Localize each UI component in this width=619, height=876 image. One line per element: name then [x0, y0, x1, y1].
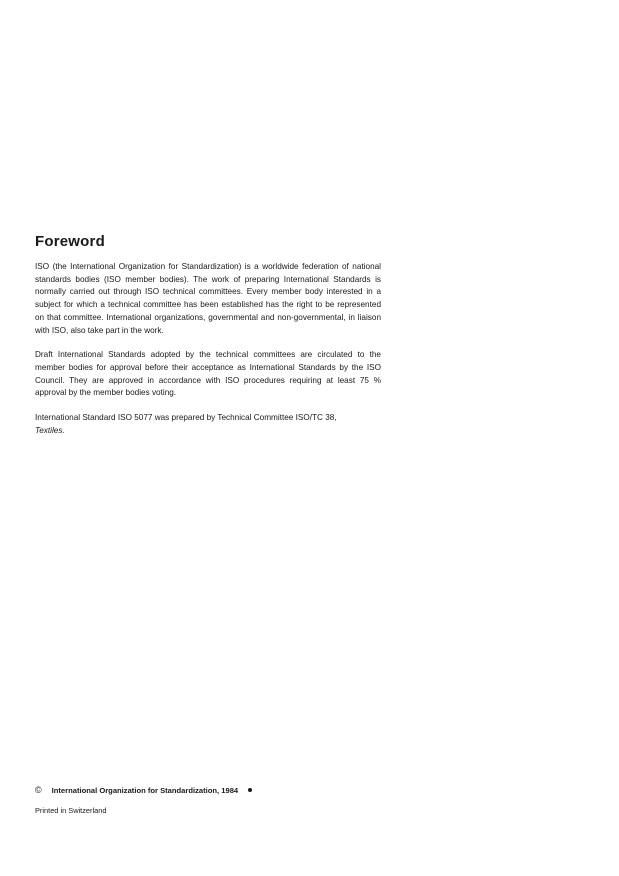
- printed-note: Printed in Switzerland: [35, 806, 107, 815]
- copyright-text: International Organization for Standardization, 1984: [51, 785, 239, 795]
- paragraph-1: ISO (the International Organization for Standardization) is a worldwide federation of national standards bodies (ISO member bodies). The work of preparing International Standards is normally carried out through ISO technical committees. Every member body interested in a subject for which a technical committee has been established has the right to be represented on that committee. International organizations, governmental and non-governmental, in liaison with ISO, also take part in the work.: [35, 262, 381, 335]
- paragraph-3: [35, 412, 381, 437]
- foreword-body: [35, 261, 381, 437]
- bullet-dot-icon: [248, 788, 252, 792]
- copyright-line: [35, 785, 252, 795]
- paragraph-3-italic: Textiles.: [35, 425, 65, 435]
- page-title: Foreword: [35, 233, 105, 250]
- paragraph-2: Draft International Standards adopted by the technical committees are circulated to the member bodies for approval before their acceptance as International Standards by the ISO Council. They are approved in accordance with ISO procedures requiring at least 75 % approval by the member bodies voting.: [35, 350, 381, 398]
- copyright-symbol: ©: [35, 785, 42, 795]
- paragraph-3-text: International Standard ISO 5077 was prepared by Technical Committee ISO/TC 38,: [35, 413, 337, 423]
